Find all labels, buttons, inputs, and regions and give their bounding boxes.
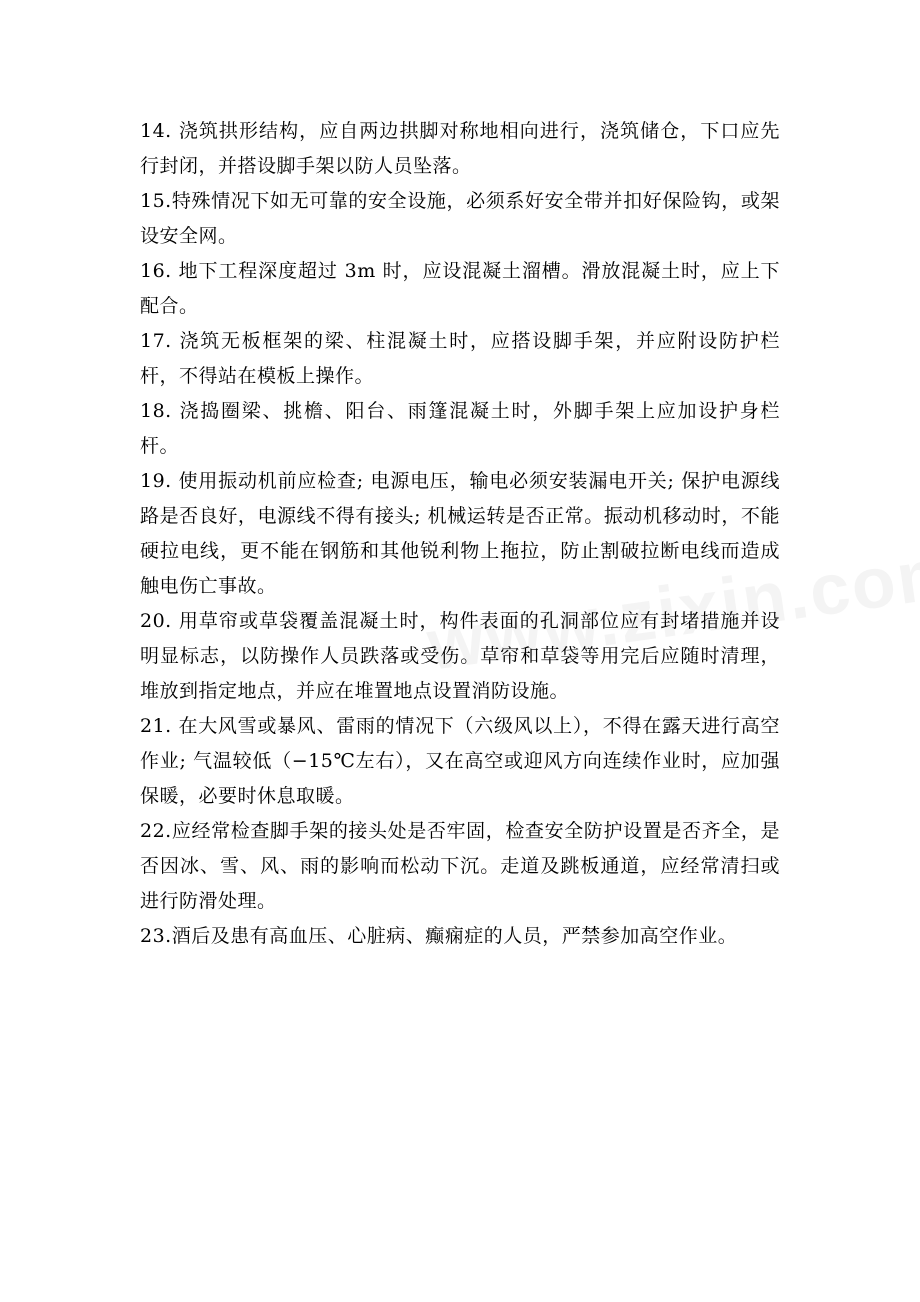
rule-item-15: 15.特殊情况下如无可靠的安全设施，必须系好安全带并扣好保险钩，或架设安全网。 [140, 190, 780, 247]
rule-item-23: 23.酒后及患有高血压、心脏病、癫痫症的人员，严禁参加高空作业。 [140, 925, 738, 947]
rule-item-14: 14. 浇筑拱形结构，应自两边拱脚对称地相向进行，浇筑储仓，下口应先行封闭，并搭设脚手架以防人员坠落。 [140, 120, 780, 177]
rule-item-17: 17. 浇筑无板框架的梁、柱混凝土时，应搭设脚手架，并应附设防护栏杆，不得站在模板上操作。 [140, 330, 780, 387]
document-body [140, 114, 780, 954]
rule-item-20: 20. 用草帘或草袋覆盖混凝土时，构件表面的孔洞部位应有封堵措施并设明显标志，以防操作人员跌落或受伤。草帘和草袋等用完后应随时清理，堆放到指定地点，并应在堆置地点设置消防设施。 [140, 610, 780, 702]
rule-item-22: 22.应经常检查脚手架的接头处是否牢固，检查安全防护设置是否齐全，是否因冰、雪、风、雨的影响而松动下沉。走道及跳板通道，应经常清扫或进行防滑处理。 [140, 820, 780, 912]
rule-item-16: 16. 地下工程深度超过 3m 时，应设混凝土溜槽。滑放混凝土时，应上下配合。 [140, 260, 780, 317]
rule-item-19: 19. 使用振动机前应检查; 电源电压，输电必须安装漏电开关; 保护电源线路是否良好，电源线不得有接头; 机械运转是否正常。振动机移动时，不能硬拉电线，更不能在钢筋和其他锐利物上拖拉，防止割破拉断电线而造成触电伤亡事故。 [140, 470, 780, 597]
rule-item-18: 18. 浇捣圈梁、挑檐、阳台、雨篷混凝土时，外脚手架上应加设护身栏杆。 [140, 400, 780, 457]
rule-item-21: 21. 在大风雪或暴风、雷雨的情况下（六级风以上），不得在露天进行高空作业; 气温较低（−15℃左右），又在高空或迎风方向连续作业时，应加强保暖，必要时休息取暖。 [140, 715, 780, 807]
